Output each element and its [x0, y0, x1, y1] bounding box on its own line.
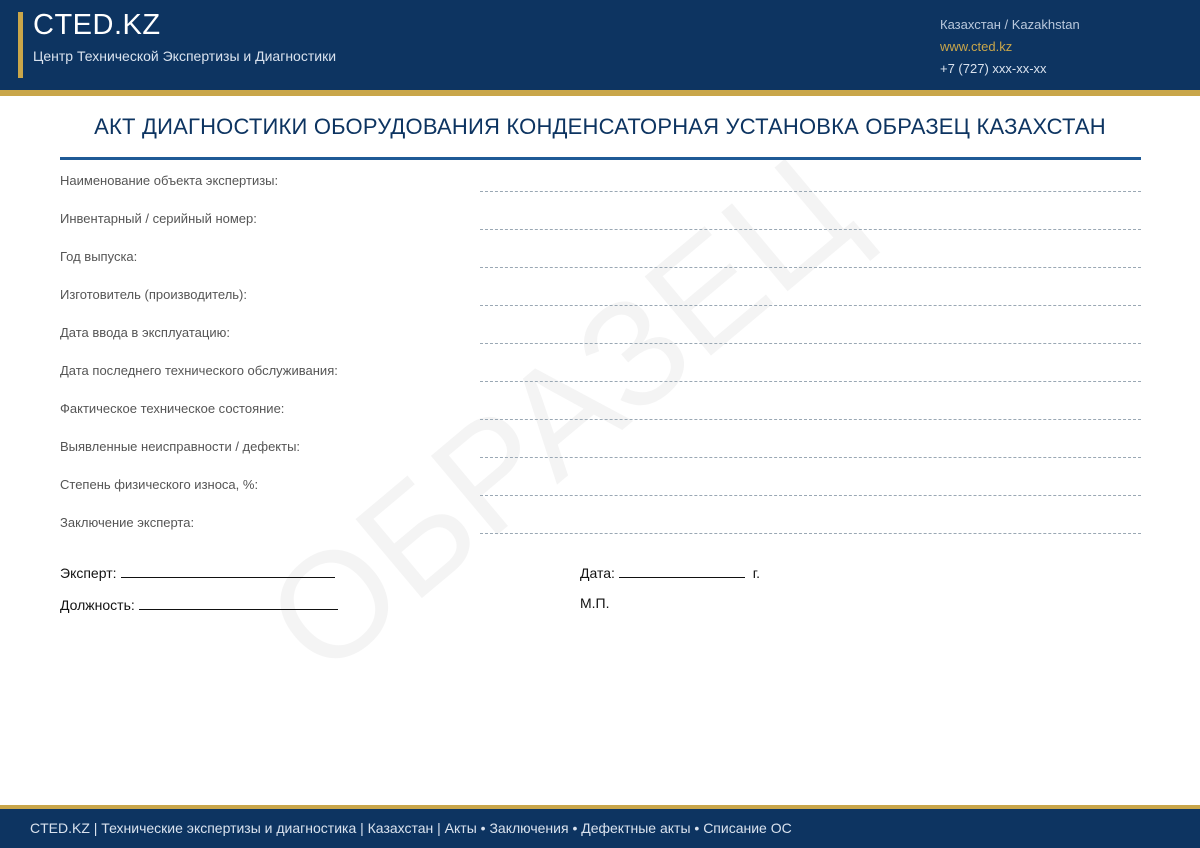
field-input-line[interactable]: [480, 381, 1141, 382]
footer-text: CTED.KZ | Технические экспертизы и диагностика | Казахстан | Акты • Заключения • Дефектные акты • Списание ОС: [30, 820, 792, 836]
date-signature: [580, 563, 760, 581]
date-line[interactable]: [619, 563, 745, 578]
contact-website-link[interactable]: www.cted.kz: [940, 39, 1013, 54]
document-title: АКТ ДИАГНОСТИКИ ОБОРУДОВАНИЯ КОНДЕНСАТОРНАЯ УСТАНОВКА ОБРАЗЕЦ КАЗАХСТАН: [94, 114, 1106, 139]
field-row: [60, 439, 1141, 477]
field-row: [60, 325, 1141, 363]
expert-signature: [60, 563, 335, 581]
field-row: [60, 249, 1141, 287]
position-signature: [60, 595, 338, 613]
field-label: Заключение эксперта:: [60, 515, 195, 530]
stamp-label: М.П.: [580, 595, 610, 611]
field-input-line[interactable]: [480, 495, 1141, 496]
brand-name[interactable]: CTED.KZ: [33, 9, 161, 41]
field-label: Дата последнего технического обслуживания:: [60, 363, 338, 378]
field-input-line[interactable]: [480, 305, 1141, 306]
field-input-line[interactable]: [480, 191, 1141, 192]
field-label: Наименование объекта экспертизы:: [60, 173, 279, 188]
field-row: [60, 211, 1141, 249]
field-row: [60, 401, 1141, 439]
field-input-line[interactable]: [480, 267, 1141, 268]
field-label: Изготовитель (производитель):: [60, 287, 247, 302]
brand-subtitle: Центр Технической Экспертизы и Диагностики: [33, 48, 337, 64]
field-row: [60, 515, 1141, 553]
field-row: [60, 363, 1141, 401]
field-input-line[interactable]: [480, 419, 1141, 420]
date-label: Дата:: [580, 565, 615, 581]
title-rule: [60, 157, 1141, 160]
contact-phone: +7 (727) xxx-xx-xx: [940, 61, 1047, 76]
position-label: Должность:: [60, 597, 135, 613]
field-label: Выявленные неисправности / дефекты:: [60, 439, 301, 454]
footer: [0, 805, 1200, 848]
position-line[interactable]: [139, 595, 338, 610]
field-input-line[interactable]: [480, 343, 1141, 344]
field-label: Инвентарный / серийный номер:: [60, 211, 257, 226]
field-label: Степень физического износа, %:: [60, 477, 259, 492]
field-row: [60, 287, 1141, 325]
expert-signature-line[interactable]: [121, 563, 335, 578]
expert-label: Эксперт:: [60, 565, 117, 581]
field-input-line[interactable]: [480, 457, 1141, 458]
field-label: Дата ввода в эксплуатацию:: [60, 325, 230, 340]
field-input-line[interactable]: [480, 229, 1141, 230]
brand-accent-bar: [18, 12, 23, 78]
date-suffix: г.: [752, 565, 761, 581]
contact-country: Казахстан / Kazakhstan: [940, 17, 1080, 32]
field-label: Фактическое техническое состояние:: [60, 401, 285, 416]
header: [0, 0, 1200, 96]
field-label: Год выпуска:: [60, 249, 138, 264]
field-input-line[interactable]: [480, 533, 1141, 534]
field-row: [60, 477, 1141, 515]
field-row: [60, 173, 1141, 211]
